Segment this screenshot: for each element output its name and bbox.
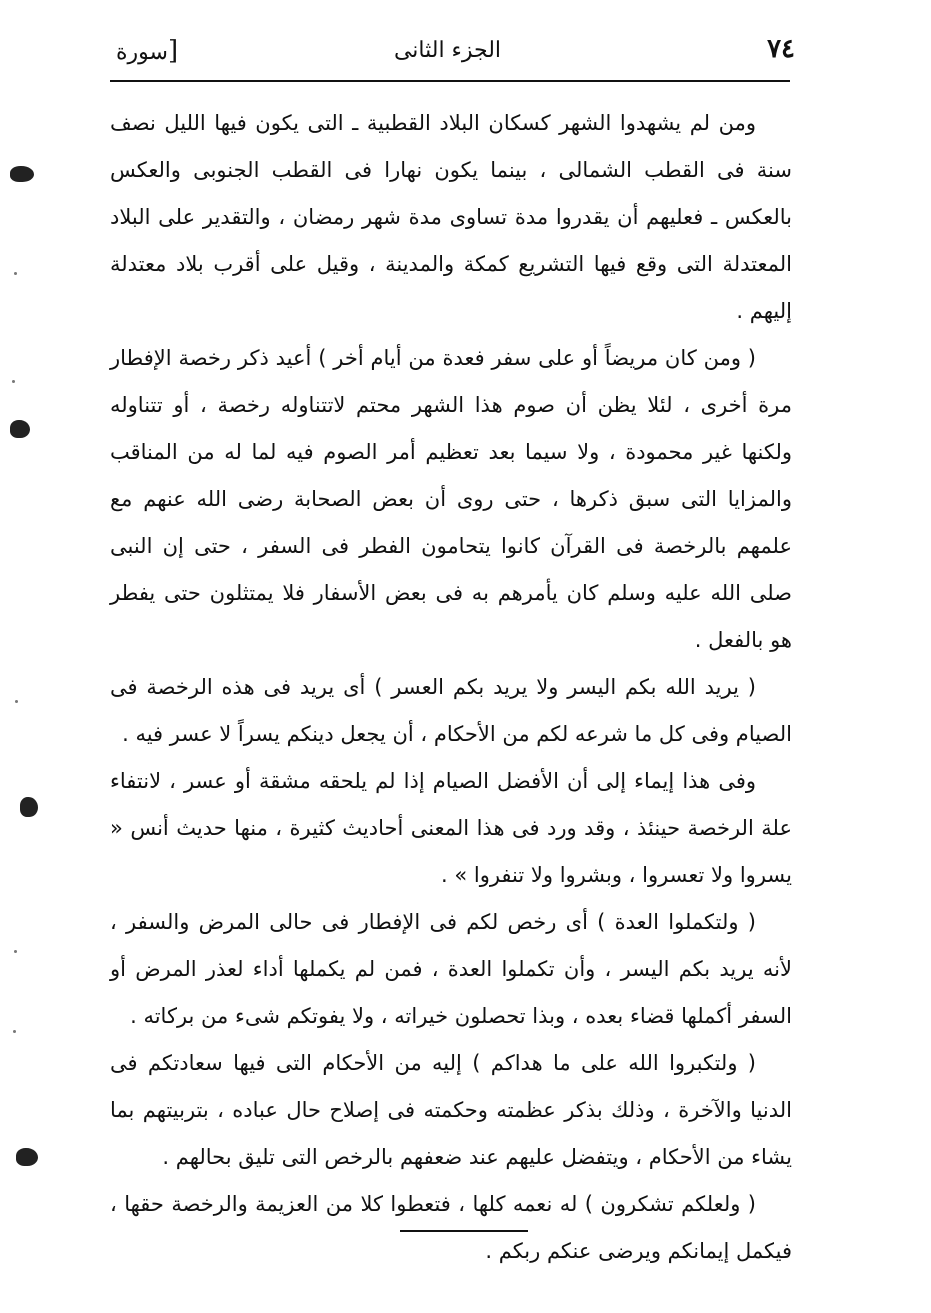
ink-blot	[16, 1148, 38, 1166]
paragraph-4: وفى هذا إيماء إلى أن الأفضل الصيام إذا لم يلحقه مشقة أو عسر ، لانتفاء علة الرخصة حينئذ ، وقد ورد فى هذا المعنى أحاديث كثيرة ، منها حديث أنس « يسروا ولا تعسروا ، وبشروا ولا تنفروا » .	[110, 769, 792, 887]
opening-bracket-glyph: [	[167, 36, 179, 66]
surah-label-text: سورة	[116, 40, 168, 65]
ink-blot	[10, 166, 34, 182]
paper-speck	[14, 272, 17, 275]
paper-speck	[14, 950, 17, 953]
paragraph-5: ( ولتكملوا العدة ) أى رخص لكم فى الإفطار فى حالى المرض والسفر ، لأنه يريد بكم اليسر ، وأن تكملوا العدة ، فمن لم يكملها أداء لعذر المرض أو السفر أكملها قضاء بعده ، وبذا تحصلون خيراته ، ولا يفوتكم شىء من بركاته .	[110, 910, 792, 1028]
paragraph-3: ( يريد الله بكم اليسر ولا يريد بكم العسر ) أى يريد فى هذه الرخصة فى الصيام وفى كل ما شرعه لكم من الأحكام ، أن يجعل دينكم يسراً لا عسر فيه .	[110, 675, 792, 746]
page-header	[100, 32, 795, 82]
page-body	[110, 100, 792, 1275]
paper-speck	[12, 380, 15, 383]
section-end-rule	[400, 1230, 528, 1232]
surah-label	[110, 38, 178, 65]
header-rule	[110, 80, 790, 82]
running-title: الجزء الثانى	[393, 38, 502, 63]
paragraph-6: ( ولتكبروا الله على ما هداكم ) إليه من الأحكام التى فيها سعادتكم فى الدنيا والآخرة ، وذلك بذكر عظمته وحكمته فى إصلاح حال عباده ، بتربيتهم بما يشاء من الأحكام ، ويتفضل عليهم عند ضعفهم بالرخص التى تليق بحالهم .	[110, 1051, 792, 1169]
paper-speck	[15, 700, 18, 703]
paragraph-1: ومن لم يشهدوا الشهر كسكان البلاد القطبية ـ التى يكون فيها الليل نصف سنة فى القطب الشمالى ، بينما يكون نهارا فى القطب الجنوبى والعكس بالعكس ـ فعليهم أن يقدروا مدة تساوى مدة شهر رمضان ، والتقدير على البلاد المعتدلة التى وقع فيها التشريع كمكة والمدينة ، وقيل على أقرب بلاد معتدلة إليهم .	[110, 111, 792, 323]
paper-speck	[13, 1030, 16, 1033]
ink-blot	[10, 420, 30, 438]
paragraph-7: ( ولعلكم تشكرون ) له نعمه كلها ، فتعطوا كلا من العزيمة والرخصة حقها ، فيكمل إيمانكم ويرضى عنكم ربكم .	[110, 1192, 792, 1263]
ink-blot	[20, 797, 38, 817]
page-number: ٧٤	[767, 34, 795, 64]
paragraph-2: ( ومن كان مريضاً أو على سفر فعدة من أيام أخر ) أعيد ذكر رخصة الإفطار مرة أخرى ، لئلا يظن أن صوم هذا الشهر محتم لاتتناوله رخصة ، أو تتناوله ولكنها غير محمودة ، ولا سيما بعد تعظيم أمر الصوم فيه لما له من المناقب والمزايا التى سبق ذكرها ، حتى روى أن بعض الصحابة رضى الله عنهم مع علمهم بالرخصة فى القرآن كانوا يتحامون الفطر فى السفر ، حتى إن النبى صلى الله عليه وسلم كان يأمرهم به فى بعض الأسفار فلا يمتثلون حتى يفطر هو بالفعل .	[110, 346, 792, 652]
